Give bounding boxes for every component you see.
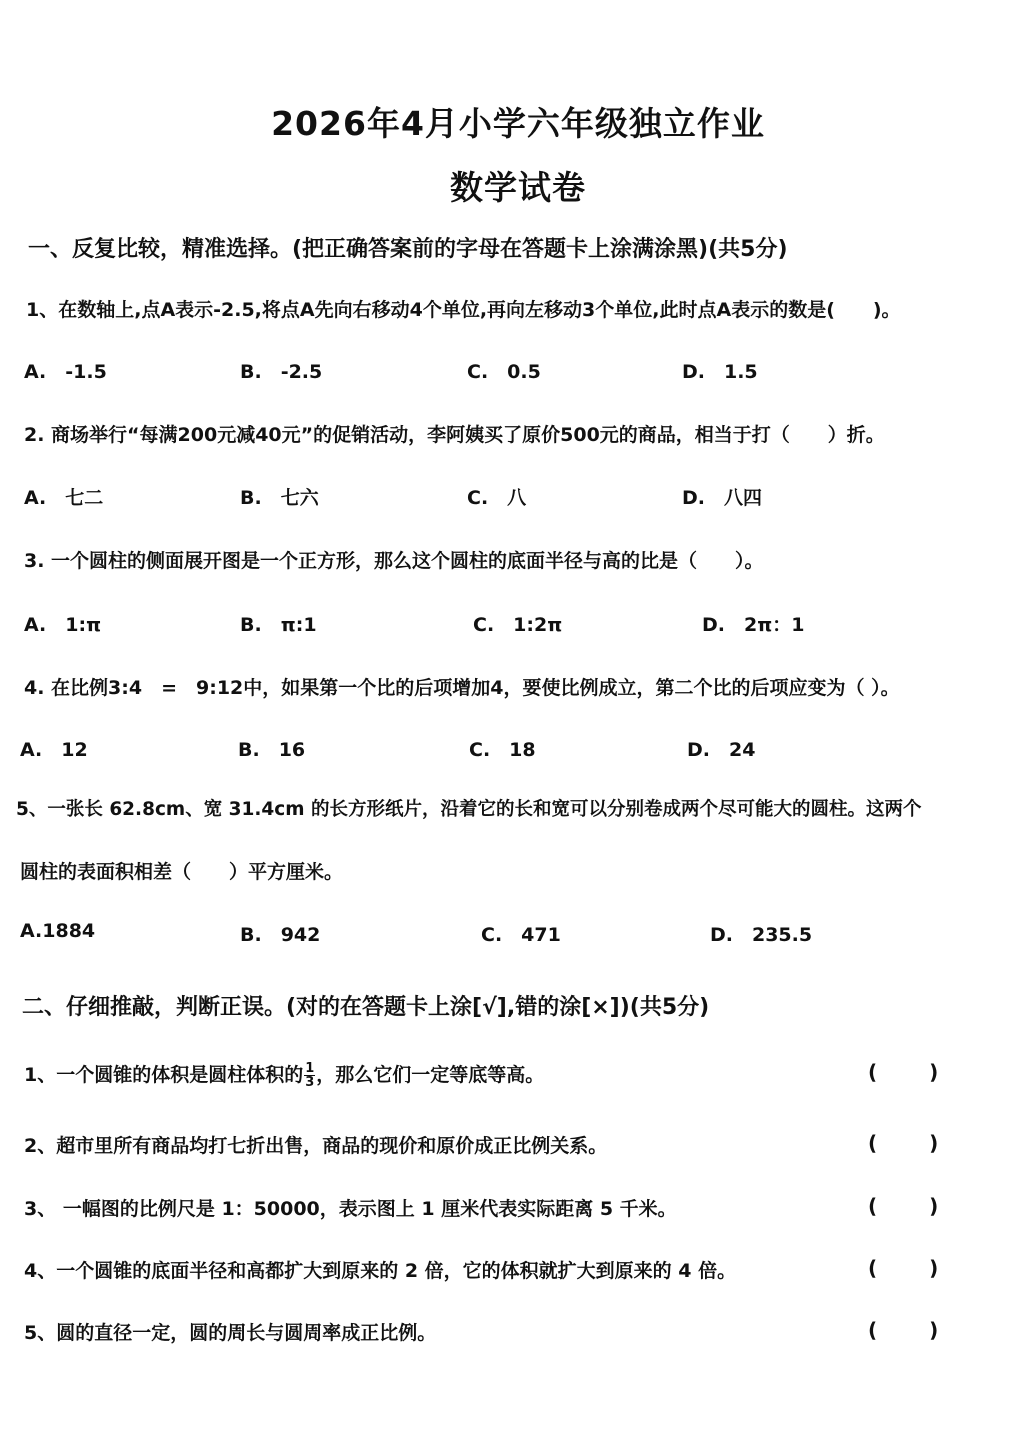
paren-open: ( [868, 1131, 878, 1155]
question-3-option-b: B. π:1 [240, 614, 317, 636]
question-5-option-b: B. 942 [240, 924, 321, 946]
judgment-3-text: 3、 一幅图的比例尺是 1：50000，表示图上 1 厘米代表实际距离 5 千米。 [24, 1198, 677, 1220]
question-5-option-c: C. 471 [481, 924, 561, 946]
question-1-option-c: C. 0.5 [467, 361, 541, 383]
paren-close: ) [929, 1060, 939, 1084]
question-2-option-a: A. 七二 [24, 487, 104, 509]
exam-title: 2026年4月小学六年级独立作业 [271, 104, 765, 143]
question-5-option-a: A.1884 [20, 920, 96, 942]
paren-close: ) [929, 1256, 939, 1280]
question-4-option-a: A. 12 [20, 739, 88, 761]
paren-close: ) [929, 1131, 939, 1155]
judgment-2-text: 2、超市里所有商品均打七折出售，商品的现价和原价成正比例关系。 [24, 1135, 608, 1157]
judgment-4-answer-box[interactable] [868, 1256, 938, 1280]
judgment-1-text [24, 1060, 544, 1089]
question-3-option-d: D. 2π：1 [702, 614, 805, 636]
question-4-option-c: C. 18 [469, 739, 536, 761]
question-3-option-c: C. 1:2π [473, 614, 563, 636]
question-2-text: 2. 商场举行“每满200元减40元”的促销活动，李阿姨买了原价500元的商品，相当于打（ ）折。 [24, 424, 885, 446]
judgment-5-answer-box[interactable] [868, 1318, 938, 1342]
paren-open: ( [868, 1060, 878, 1084]
paren-close: ) [929, 1194, 939, 1218]
judgment-3-answer-box[interactable] [868, 1194, 938, 1218]
question-1-option-b: B. -2.5 [240, 361, 323, 383]
judgment-1-answer-box[interactable] [868, 1060, 938, 1084]
question-4-option-d: D. 24 [687, 739, 756, 761]
judgment-2-answer-box[interactable] [868, 1131, 938, 1155]
question-5-option-d: D. 235.5 [710, 924, 813, 946]
question-2-option-c: C. 八 [467, 487, 527, 509]
question-1-option-d: D. 1.5 [682, 361, 758, 383]
exam-subtitle: 数学试卷 [450, 168, 586, 207]
fraction-numerator: 1 [305, 1061, 315, 1076]
judgment-4-text: 4、一个圆锥的底面半径和高都扩大到原来的 2 倍，它的体积就扩大到原来的 4 倍。 [24, 1260, 737, 1282]
paren-open: ( [868, 1318, 878, 1342]
section-2-heading: 二、仔细推敲，判断正误。(对的在答题卡上涂[√],错的涂[×])(共5分) [22, 995, 710, 1020]
section-1-heading: 一、反复比较，精准选择。(把正确答案前的字母在答题卡上涂满涂黑)(共5分) [28, 237, 788, 262]
paren-open: ( [868, 1194, 878, 1218]
question-1-option-a: A. -1.5 [24, 361, 107, 383]
judgment-1-text-before: 1、一个圆锥的体积是圆柱体积的 [24, 1064, 304, 1086]
judgment-1-text-after: ，那么它们一定等底等高。 [316, 1064, 545, 1086]
question-5-text-line-1: 5、一张长 62.8cm、宽 31.4cm 的长方形纸片，沿着它的长和宽可以分别卷成两个尽可能大的圆柱。这两个 [16, 799, 922, 820]
question-2-option-d: D. 八四 [682, 487, 762, 509]
question-4-text: 4. 在比例3:4 = 9:12中，如果第一个比的后项增加4，要使比例成立，第二个比的后项应变为（ ）。 [24, 677, 900, 699]
judgment-5-text: 5、圆的直径一定，圆的周长与圆周率成正比例。 [24, 1322, 437, 1344]
question-3-option-a: A. 1:π [24, 614, 102, 636]
question-1-text: 1、在数轴上,点A表示-2.5,将点A先向右移动4个单位,再向左移动3个单位,此时点A表示的数是( )。 [26, 299, 901, 321]
question-3-text: 3. 一个圆柱的侧面展开图是一个正方形，那么这个圆柱的底面半径与高的比是（ ）。 [24, 550, 764, 572]
fraction-denominator: 3 [305, 1075, 315, 1090]
question-2-option-b: B. 七六 [240, 487, 319, 509]
fraction-one-third [304, 1062, 315, 1089]
paren-open: ( [868, 1256, 878, 1280]
question-5-text-line-2: 圆柱的表面积相差（ ）平方厘米。 [20, 861, 344, 883]
paren-close: ) [929, 1318, 939, 1342]
question-4-option-b: B. 16 [238, 739, 306, 761]
